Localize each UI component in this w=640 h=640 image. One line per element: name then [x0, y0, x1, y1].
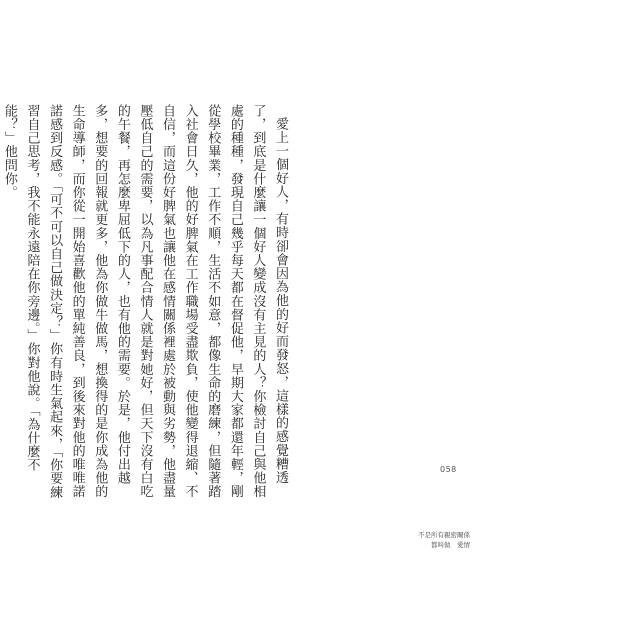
- vertical-text-block: [1, 104, 291, 504]
- footer-title-line-1: 不是所有親密關係: [418, 531, 470, 539]
- paragraph-1: 愛上一個好人，有時卻會因為他的好而發怒，這樣的感覺糟透了，到底是什麼讓一個好人變成沒有主見的人？你檢討自己與他相處的種種，發現自己幾乎每天都在督促他，早期大家都還年輕，剛從學校畢業，工作不順，生活不如意，都像生命的磨練，但隨著踏入社會日久，他的好脾氣在工作職場受盡欺負，使他變得退縮、不自信，而這份好脾氣也讓他在感情關係裡處於被動與劣勢，他盡量壓低自己的需要，以為凡事配合情人就是對她好，但天下沒有白吃的午餐，再怎麼卑屈低下的人，也有他的需要。於是，他付出越多，想要的回報就更多，他為你做牛做馬，想換得的是你成為他的生命導師，而你從一開始喜歡他的單純善良，到後來對他的唯唯諾諾感到反感。「可不可以自己做決定？」你有時生氣起來，「你要練習自己思考，我不能永遠陪在你旁邊。」你對他說。「為什麼不能？」他問你。: [1, 104, 288, 499]
- running-footer: [392, 530, 470, 550]
- footer-title-line-2: 都叫做 愛情: [431, 541, 470, 549]
- page-number: 058: [440, 465, 457, 474]
